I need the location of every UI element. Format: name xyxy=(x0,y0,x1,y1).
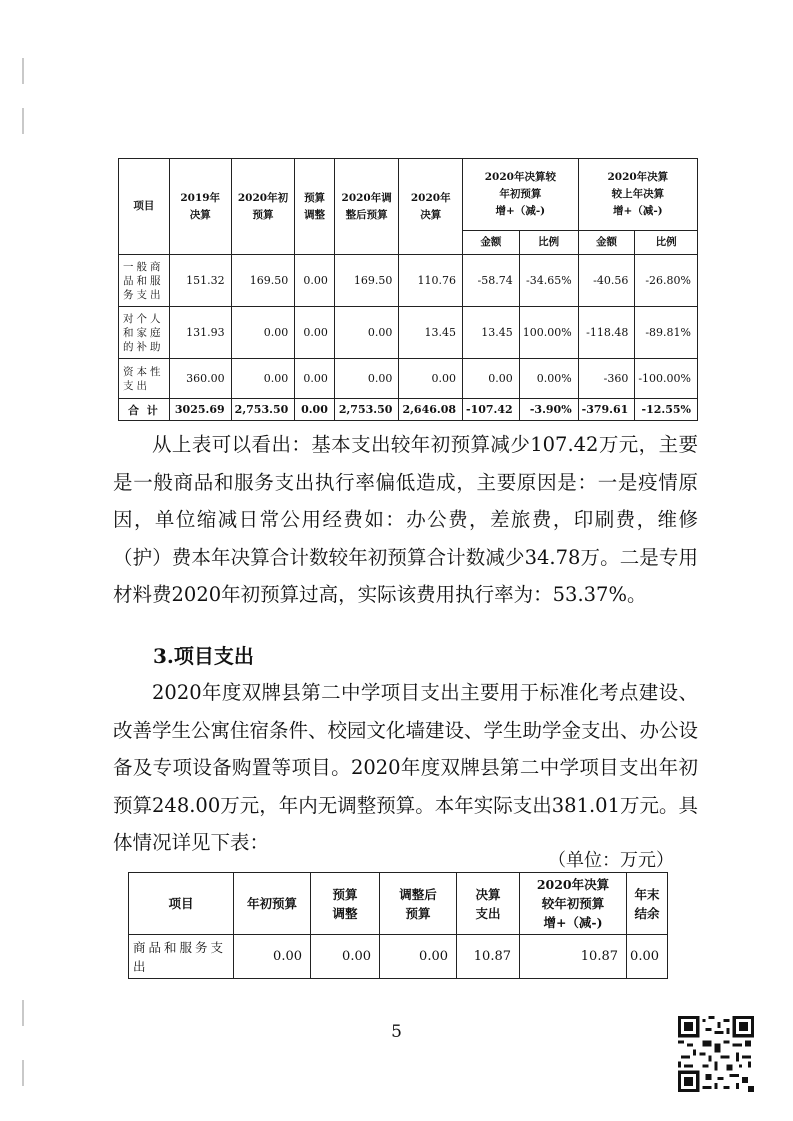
cell: -360 xyxy=(578,359,635,399)
cell: -107.42 xyxy=(463,399,520,421)
cell: 10.87 xyxy=(520,935,627,979)
header-vs-initial: 2020年决算较 年初预算 增+（减-) xyxy=(463,159,579,231)
row-item: 资本性支出 xyxy=(119,359,170,399)
header-item: 项目 xyxy=(129,873,234,935)
header-item: 项目 xyxy=(119,159,170,255)
cell: 10.87 xyxy=(457,935,520,979)
project-expenditure-paragraph: 2020年度双牌县第二中学项目支出主要用于标准化考点建设、改善学生公寓住宿条件、校园文化墙建设、学生助学金支出、办公设备及专项设备购置等项目。2020年度双牌县第二中学项目支出年初预算248.00万元，年内无调整预算。本年实际支出381.01万元。具体情况详见下表： xyxy=(113,681,699,854)
cell: 0.00 xyxy=(231,359,295,399)
header-adjusted: 调整后 预算 xyxy=(380,873,457,935)
cell: -26.80% xyxy=(635,255,698,307)
cell: 0.00 xyxy=(334,359,399,399)
cell: 0.00 xyxy=(295,399,335,421)
cell: 13.45 xyxy=(463,307,520,359)
scan-edge-mark xyxy=(22,1060,24,1086)
header-adjust: 预算 调整 xyxy=(295,159,335,255)
table-row xyxy=(119,359,698,399)
scan-edge-mark xyxy=(22,58,24,84)
cell: -100.00% xyxy=(635,359,698,399)
cell: 2,753.50 xyxy=(231,399,295,421)
cell: 0.00 xyxy=(295,255,335,307)
header-2020-final: 2020年 决算 xyxy=(399,159,463,255)
header-2019-final: 2019年 决算 xyxy=(169,159,231,255)
cell: -12.55% xyxy=(635,399,698,421)
header-adjust: 预算 调整 xyxy=(311,873,380,935)
header-amount: 金额 xyxy=(578,231,635,255)
cell: 0.00 xyxy=(399,359,463,399)
cell: 0.00 xyxy=(295,307,335,359)
row-item: 商品和服务支出 xyxy=(129,935,234,979)
cell: 2,646.08 xyxy=(399,399,463,421)
header-2020-initial: 2020年初 预算 xyxy=(231,159,295,255)
analysis-paragraph: 从上表可以看出：基本支出较年初预算减少107.42万元，主要是一般商品和服务支出执行率偏低造成，主要原因是：一是疫情原因，单位缩减日常公用经费如：办公费，差旅费，印刷费，维修（护）费本年决算合计数较年初预算合计数减少34.78万。二是专用材料费2020年初预算过高，实际该费用执行率为：53.37%。 xyxy=(113,433,698,606)
qr-code-icon xyxy=(678,1016,754,1092)
cell: 169.50 xyxy=(231,255,295,307)
cell: 110.76 xyxy=(399,255,463,307)
cell: 0.00 xyxy=(334,307,399,359)
cell: -118.48 xyxy=(578,307,635,359)
cell: 151.32 xyxy=(169,255,231,307)
cell: 0.00 xyxy=(627,935,668,979)
header-vs-last-year: 2020年决算 较上年决算 增+（减-) xyxy=(578,159,697,231)
header-balance: 年末 结余 xyxy=(627,873,668,935)
table-row xyxy=(119,255,698,307)
cell: -379.61 xyxy=(578,399,635,421)
table-row xyxy=(129,935,668,979)
cell: 3025.69 xyxy=(169,399,231,421)
cell: 0.00 xyxy=(380,935,457,979)
cell: -3.90% xyxy=(519,399,578,421)
header-amount: 金额 xyxy=(463,231,520,255)
cell: -40.56 xyxy=(578,255,635,307)
cell: 169.50 xyxy=(334,255,399,307)
header-ratio: 比例 xyxy=(519,231,578,255)
page-number: 5 xyxy=(391,1022,402,1042)
cell: 0.00 xyxy=(295,359,335,399)
cell: -58.74 xyxy=(463,255,520,307)
table-row-total xyxy=(119,399,698,421)
cell: 0.00 xyxy=(463,359,520,399)
scan-edge-mark xyxy=(22,108,24,134)
cell: 13.45 xyxy=(399,307,463,359)
cell: 131.93 xyxy=(169,307,231,359)
row-item: 对个人和家庭的补助 xyxy=(119,307,170,359)
cell: 100.00% xyxy=(519,307,578,359)
cell: 2,753.50 xyxy=(334,399,399,421)
cell: 0.00% xyxy=(519,359,578,399)
unit-note: （单位：万元） xyxy=(548,850,674,871)
project-expenditure-table xyxy=(128,872,668,979)
header-initial: 年初预算 xyxy=(234,873,311,935)
header-diff: 2020年决算 较年初预算 增+（减-) xyxy=(520,873,627,935)
cell: 0.00 xyxy=(234,935,311,979)
basic-expenditure-table xyxy=(118,158,698,421)
header-adjusted: 2020年调 整后预算 xyxy=(334,159,399,255)
table-row xyxy=(119,307,698,359)
header-ratio: 比例 xyxy=(635,231,698,255)
cell: 0.00 xyxy=(231,307,295,359)
cell: -34.65% xyxy=(519,255,578,307)
cell: -89.81% xyxy=(635,307,698,359)
cell: 0.00 xyxy=(311,935,380,979)
header-final: 决算 支出 xyxy=(457,873,520,935)
row-item: 合 计 xyxy=(119,399,170,421)
cell: 360.00 xyxy=(169,359,231,399)
section-heading: 3.项目支出 xyxy=(153,644,254,668)
row-item: 一般商品和服务支出 xyxy=(119,255,170,307)
